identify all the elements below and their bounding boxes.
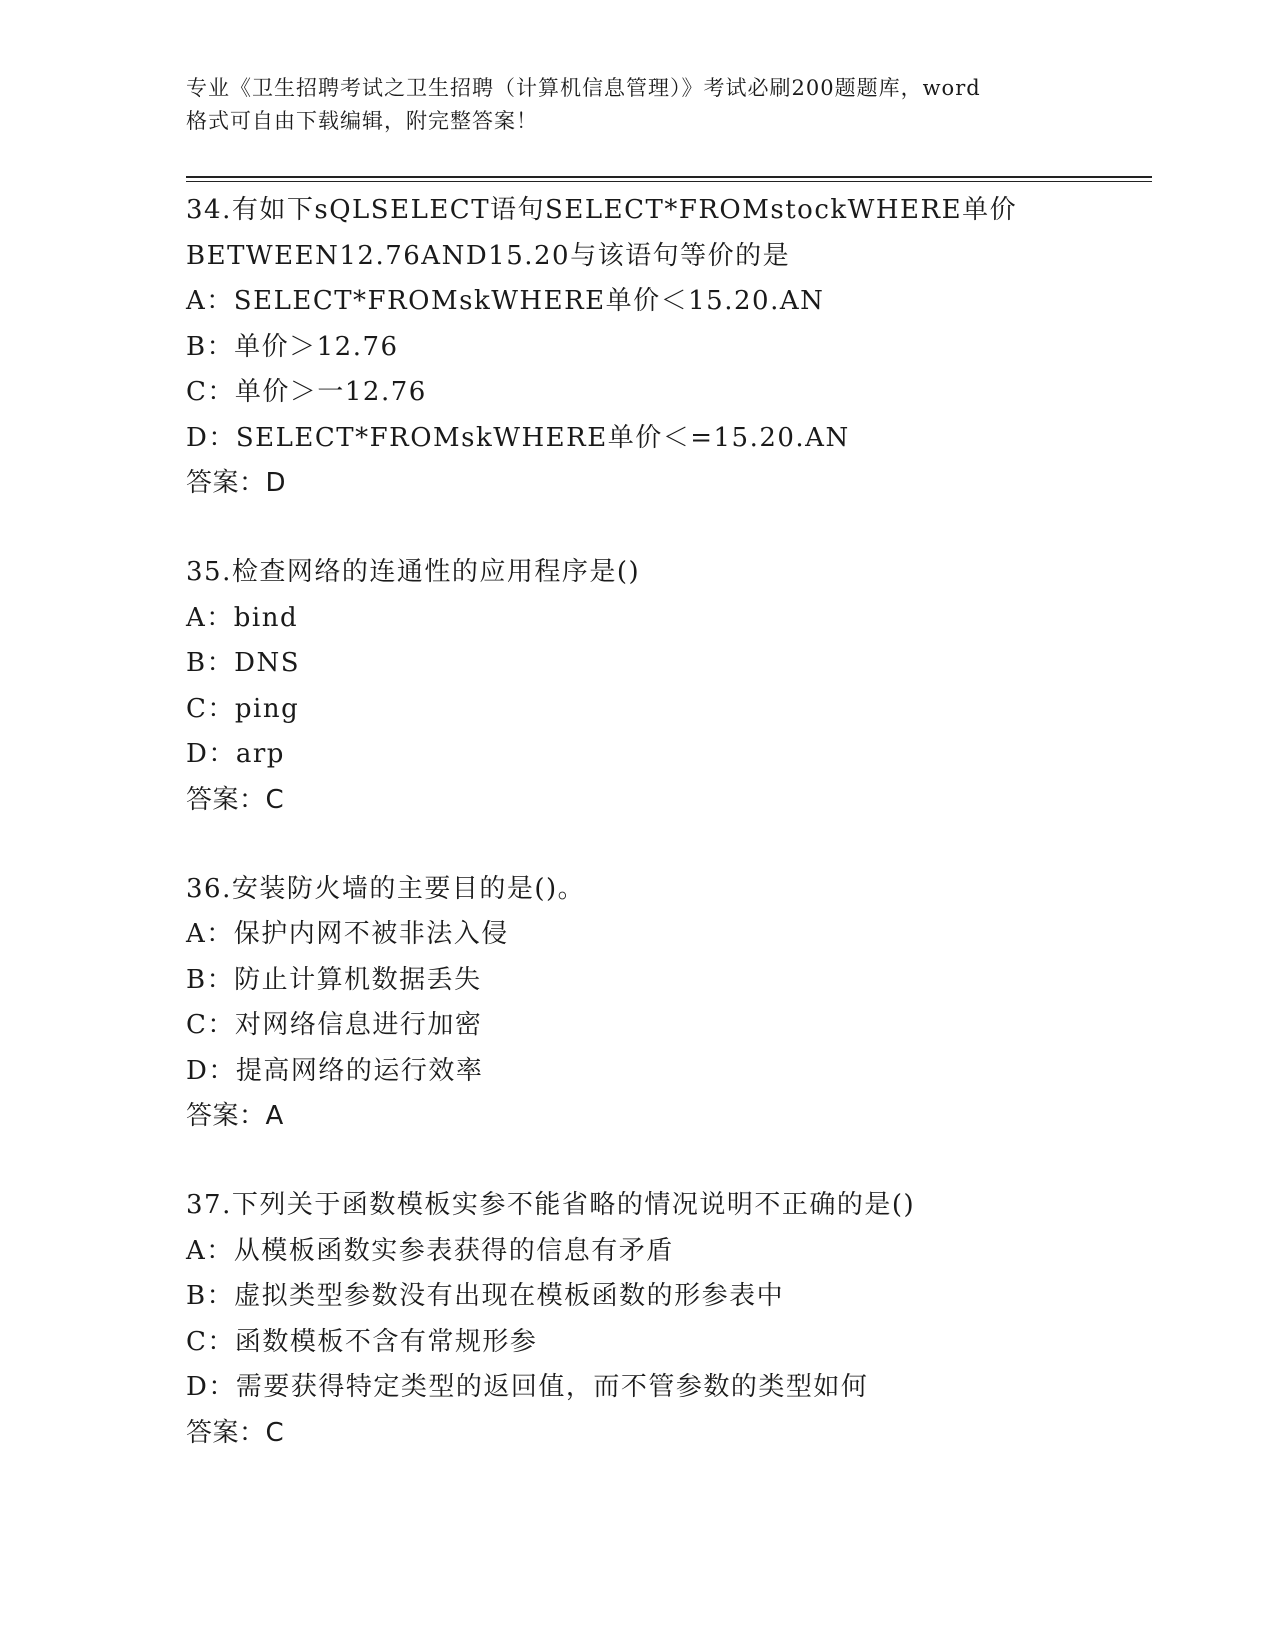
option-d: D：提高网络的运行效率 [186,1055,484,1086]
header-line-2: 格式可自由下载编辑，附完整答案！ [186,109,538,133]
question-spacer [186,1138,1146,1183]
option-c: C：对网络信息进行加密 [186,1010,483,1040]
option-d: D：SELECT*FROMskWHERE单价＜=15.20.AN [186,422,850,453]
answer-line: 答案：C [186,784,285,815]
question-stem-line: 36.安装防火墙的主要目的是()。 [186,873,586,904]
answer-line: 答案：A [186,1101,284,1131]
option-b: B：单价＞12.76 [186,331,399,362]
option-a: A：bind [186,602,299,633]
question-stem-line: 35.检查网络的连通性的应用程序是() [186,557,641,587]
answer-line: 答案：C [186,1417,285,1448]
option-a: A：保护内网不被非法入侵 [186,919,509,949]
option-c: C：单价＞一12.76 [186,377,427,407]
option-c: C：ping [186,693,300,724]
option-d: D：arp [186,739,285,769]
header-line-1: 专业《卫生招聘考试之卫生招聘（计算机信息管理）》考试必刷200题题库，word [186,76,981,100]
option-b: B：DNS [186,648,301,678]
question-stem-line: BETWEEN12.76AND15.20与该语句等价的是 [186,240,791,271]
question-list [186,188,1146,1455]
option-d: D：需要获得特定类型的返回值，而不管参数的类型如何 [186,1372,869,1402]
document-header [186,72,1086,138]
option-c: C：函数模板不含有常规形参 [186,1326,538,1357]
header-divider-thin [186,181,1152,182]
question-37 [186,1183,1146,1455]
option-b: B：防止计算机数据丢失 [186,964,482,995]
question-spacer [186,822,1146,867]
header-divider-thick [186,176,1152,178]
answer-line: 答案：D [186,468,287,498]
option-a: A：从模板函数实参表获得的信息有矛盾 [186,1235,674,1266]
question-spacer [186,505,1146,550]
question-stem-line: 37.下列关于函数模板实参不能省略的情况说明不正确的是() [186,1190,916,1220]
question-34 [186,188,1146,505]
option-b: B：虚拟类型参数没有出现在模板函数的形参表中 [186,1281,785,1311]
question-36 [186,867,1146,1139]
question-35 [186,550,1146,822]
question-stem-line: 34.有如下sQLSELECT语句SELECT*FROMstockWHERE单价 [186,195,1018,225]
option-a: A：SELECT*FROMskWHERE单价＜15.20.AN [186,286,825,316]
